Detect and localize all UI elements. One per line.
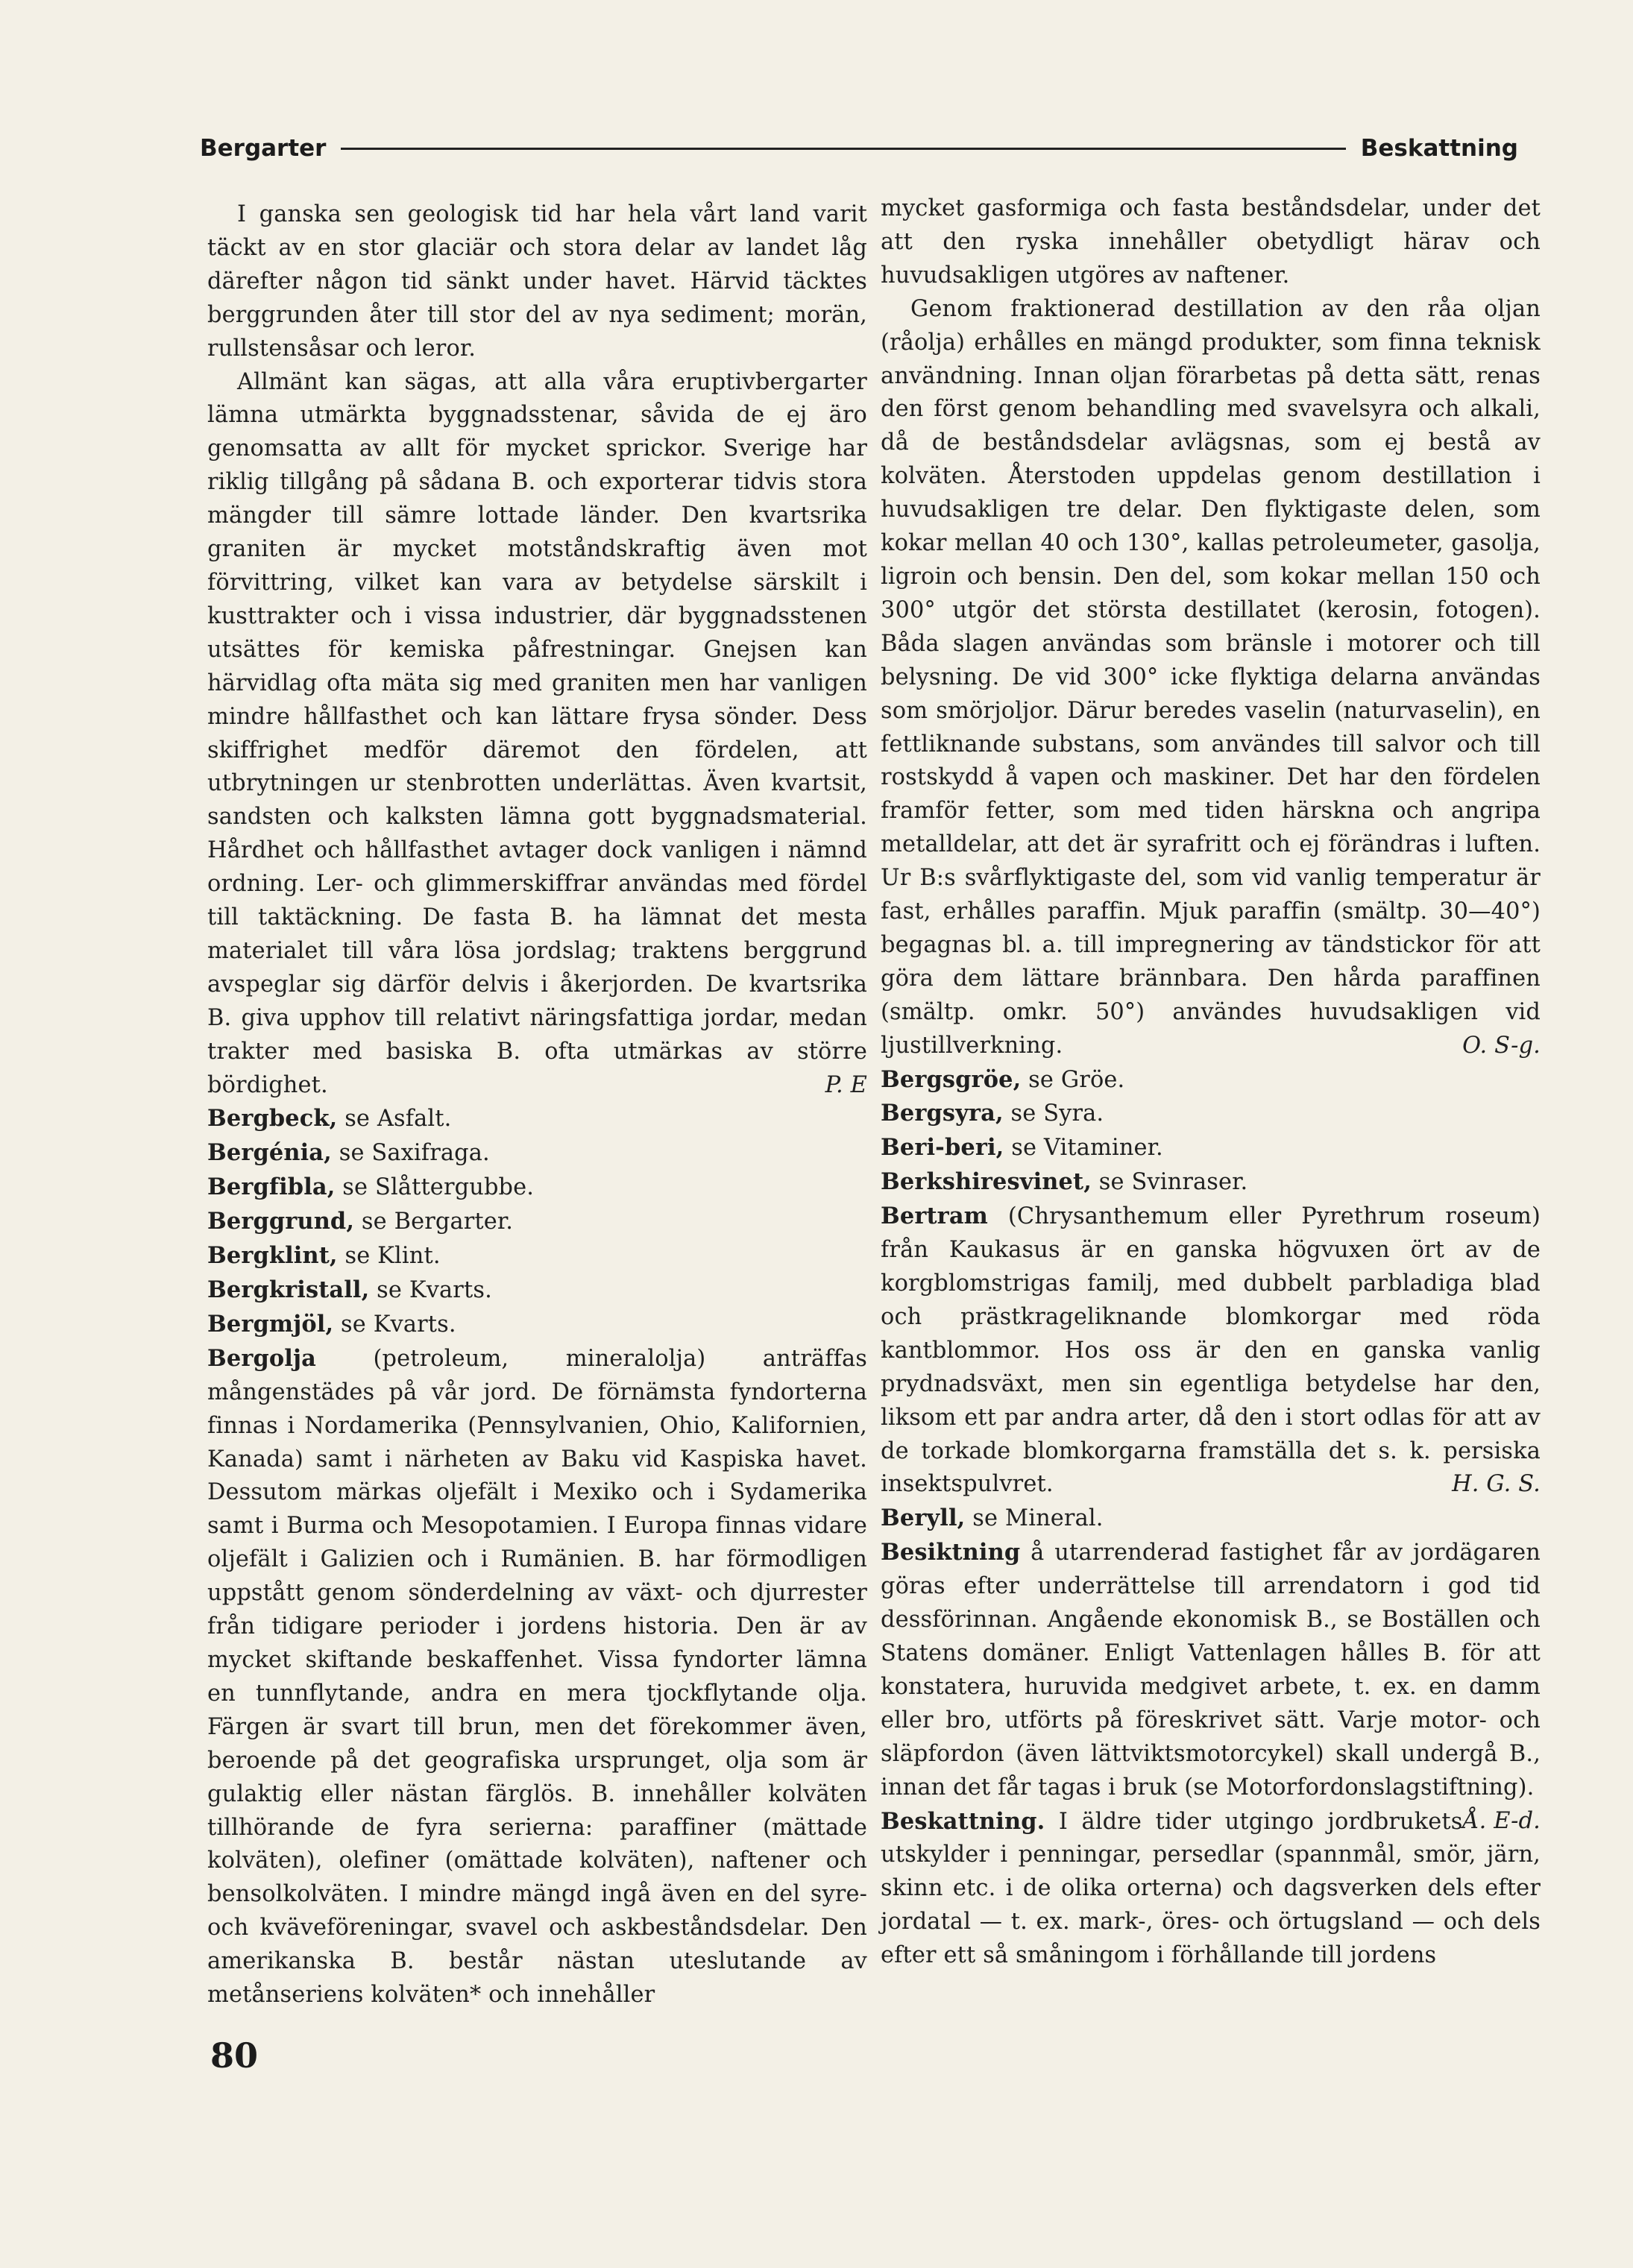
entry-headword: Bergkristall, — [207, 1276, 370, 1303]
entry — [207, 1136, 867, 1171]
entry-headword: Bertram — [881, 1203, 988, 1230]
entry-text: se Gröe. — [1028, 1066, 1125, 1093]
entry-text: se Mineral. — [972, 1505, 1104, 1532]
paragraph — [207, 198, 867, 366]
entry — [881, 1200, 1541, 1502]
entry-text: se Vitaminer. — [1011, 1135, 1163, 1162]
author-signature: H. G. S. — [1452, 1471, 1541, 1498]
entry — [207, 1239, 867, 1273]
entry — [881, 1165, 1541, 1200]
entry-text: se Kvarts. — [341, 1311, 456, 1338]
entry-headword: Berggrund, — [207, 1208, 355, 1235]
paragraph-text: mycket gasformiga och fasta beståndsdelar, under det att den ryska innehåller obetydligt härav och huvudsakligen utgöres av naftener. — [881, 195, 1541, 289]
entry-headword: Besiktning — [881, 1539, 1021, 1566]
entry-headword: Bergsgröe, — [881, 1065, 1022, 1093]
entry-headword: Berkshiresvinet, — [881, 1168, 1092, 1196]
entry — [207, 1308, 867, 1342]
entry — [881, 1063, 1541, 1097]
entry-headword: Bergklint, — [207, 1242, 338, 1270]
entry-headword: Bergolja — [207, 1344, 316, 1372]
paragraph-text: Genom fraktionerad destillation av den råa oljan (råolja) erhålles en mängd produkter, som finna teknisk användning. Innan oljan förarbetas på detta sätt, renas den först genom behandling med svavelsyra och alkali, då de beståndsdelar avlägsnas, som ej bestå av kolväten. Återstoden uppdelas genom destillation i huvudsakligen tre delar. Den flyktigaste delen, som kokar mellan 40 och 130°, kallas petroleumeter, gasolja, ligroin och bensin. Den del, som kokar mellan 150 och 300° utgör det största destillatet (kerosin, fotogen). Båda slagen användas som bränsle i motorer och till belysning. De vid 300° icke flyktiga delarna användas som smörjoljor. Därur beredes vaselin (naturvaselin), en fettliknande substans, som användes till salvor och till rostskydd å vapen och maskiner. Det har den fördelen framför fetter, som med tiden härskna och angripa metalldelar, att det är syrafritt och ej förändras i luften. Ur B:s svårflyktigaste del, som vid vanlig temperatur är fast, erhålles paraffin. Mjuk paraffin (smältp. 30—40°) begagnas bl. a. till impregnering av tändstickor för att göra dem lättare brännbara. Den hårda paraffinen (smältp. omkr. 50°) användes huvudsakligen vid ljustillverkning. — [881, 295, 1541, 1059]
entry-text: se Svinraser. — [1098, 1169, 1248, 1196]
entry-text: se Slåttergubbe. — [342, 1174, 535, 1201]
entry-text: se Syra. — [1010, 1100, 1104, 1127]
entry-headword: Bergbeck, — [207, 1105, 338, 1133]
entry-text: I äldre tider utgingo jordbrukets utskylder i penningar, persedlar (spannmål, smör, järn, skinn etc. i de olika orterna) och dagsverken dels efter jordatal — t. ex. mark-, öres- och örtugsland — och dels efter ett så småningom i förhållande till jordens — [881, 1808, 1541, 1969]
entry-headword: Bergmjöl, — [207, 1310, 334, 1338]
entry — [207, 1171, 867, 1205]
entry-headword: Bergfibla, — [207, 1174, 336, 1201]
entry-text: se Kvarts. — [377, 1277, 492, 1303]
header-left-title: Bergarter — [200, 135, 327, 162]
author-signature: P. E — [825, 1071, 867, 1098]
paragraph — [881, 192, 1541, 293]
running-header — [200, 131, 1518, 166]
entry-text: å utarrenderad fastighet får av jordägaren göras efter underrättelse till arrendatorn i god tid dessförinnan. Angående ekonomisk B., se Boställen och Statens domäner. Enligt Vattenlagen hålles B. för att konstatera, huruvida medgivet arbete, t. ex. en damm eller bro, utförts på föreskrivet sätt. Varje motor- och släpfordon (även lättviktsmotorcykel) skall undergå B., innan det får tagas i bruk (se Motorfordonslagstiftning). — [881, 1540, 1541, 1801]
entry — [207, 1273, 867, 1308]
paragraph — [207, 366, 867, 1103]
entry — [207, 1102, 867, 1136]
entry — [881, 1805, 1541, 1974]
entry-text: se Saxifraga. — [339, 1140, 490, 1167]
paragraph — [881, 293, 1541, 1063]
entry — [207, 1342, 867, 2012]
entry-text: se Asfalt. — [344, 1106, 452, 1133]
entry-text: se Klint. — [344, 1243, 441, 1270]
paragraph-text: Allmänt kan sägas, att alla våra eruptivbergarter lämna utmärkta byggnadsstenar, såvida de ej äro genomsatta av allt för mycket sprickor. Sverige har riklig tillgång på sådana B. och exporterar tidvis stora mängder till sämre lottade länder. Den kvartsrika graniten är mycket motståndskraftig även mot förvittring, vilket kan vara av betydelse särskilt i kusttrakter och i vissa industrier, där byggnadsstenen utsättes för kemiska påfrestningar. Gnejsen kan härvidlag ofta mäta sig med graniten men har vanligen mindre hållfasthet och kan lättare frysa sönder. Dess skiffrighet medför däremot den fördelen, att utbrytningen ur stenbrotten underlättas. Även kvartsit, sandsten och kalksten lämna gott byggnadsmaterial. Hårdhet och hållfasthet avtager dock vanligen i nämnd ordning. Ler- och glimmerskiffrar användas med fördel till taktäckning. De fasta B. ha lämnat det mesta materialet till våra lösa jordslag; traktens berggrund avspeglar sig därför delvis i åkerjorden. De kvartsrika B. giva upphov till relativt näringsfattiga jordar, medan trakter med basiska B. ofta utmärkas av större bördighet. — [207, 368, 867, 1098]
paragraph-text: I ganska sen geologisk tid har hela vårt land varit täckt av en stor glaciär och stora delar av landet låg därefter någon tid sänkt under havet. Härvid täcktes berggrunden åter till stor del av nya sediment; morän, rullstensåsar och leror. — [207, 201, 867, 362]
entry-headword: Beri-beri, — [881, 1134, 1004, 1162]
entry-text: (petroleum, mineralolja) anträffas mångenstädes på vår jord. De förnämsta fyndorterna finnas i Nordamerika (Pennsylvanien, Ohio, Kalifornien, Kanada) samt i närheten av Baku vid Kaspiska havet. Dessutom märkas oljefält i Mexiko och i Sydamerika samt i Burma och Mesopotamien. I Europa finnas vidare oljefält i Galizien och i Rumänien. B. har förmodligen uppstått genom sönderdelning av växt- och djurrester från tidigare perioder i jordens historia. Den är av mycket skiftande beskaffenhet. Vissa fyndorter lämna en tunnflytande, andra en mera tjockflytande olja. Färgen är svart till brun, men det förekommer även, beroende på det geografiska ursprunget, olja som är gulaktig eller nästan färglös. B. innehåller kolväten tillhörande de fyra serierna: paraffiner (mättade kolväten), olefiner (omättade kolväten), naftener och bensolkolväten. I mindre mängd ingå även en del syre- och kväveföreningar, svavel och askbeståndsdelar. Den amerikanska B. består nästan uteslutande av metånseriens kolväten* och innehåller — [207, 1345, 867, 2009]
entry — [881, 1131, 1541, 1165]
entry-headword: Beryll, — [881, 1505, 966, 1532]
entry — [881, 1097, 1541, 1131]
page-number: 80 — [210, 2035, 259, 2076]
header-right-title: Beskattning — [1360, 135, 1518, 162]
entry — [881, 1502, 1541, 1536]
author-signature: O. S-g. — [1462, 1032, 1541, 1059]
entry-text: se Bergarter. — [361, 1209, 514, 1235]
entry-headword: Beskattning. — [881, 1807, 1045, 1835]
header-rule — [341, 148, 1345, 150]
entry-headword: Bergsyra, — [881, 1100, 1004, 1127]
right-column — [881, 192, 1541, 1973]
author-signature: Å. E-d. — [1462, 1807, 1541, 1834]
entry-headword: Bergénia, — [207, 1139, 332, 1167]
entry-text: (Chrysanthemum eller Pyrethrum roseum) från Kaukasus är en ganska högvuxen ört av de korgblomstrigas familj, med dubbelt parbladiga blad och prästkrageliknande blomkorgar med röda kantblommor. Hos oss är den en ganska vanlig prydnadsväxt, men sin egentliga betydelse har den, liksom ett par andra arter, då den i stort odlas för att av de torkade blomkorgarna framställa det s. k. persiska insektspulvret. — [881, 1203, 1541, 1498]
left-column — [207, 198, 867, 2012]
entry — [207, 1205, 867, 1239]
